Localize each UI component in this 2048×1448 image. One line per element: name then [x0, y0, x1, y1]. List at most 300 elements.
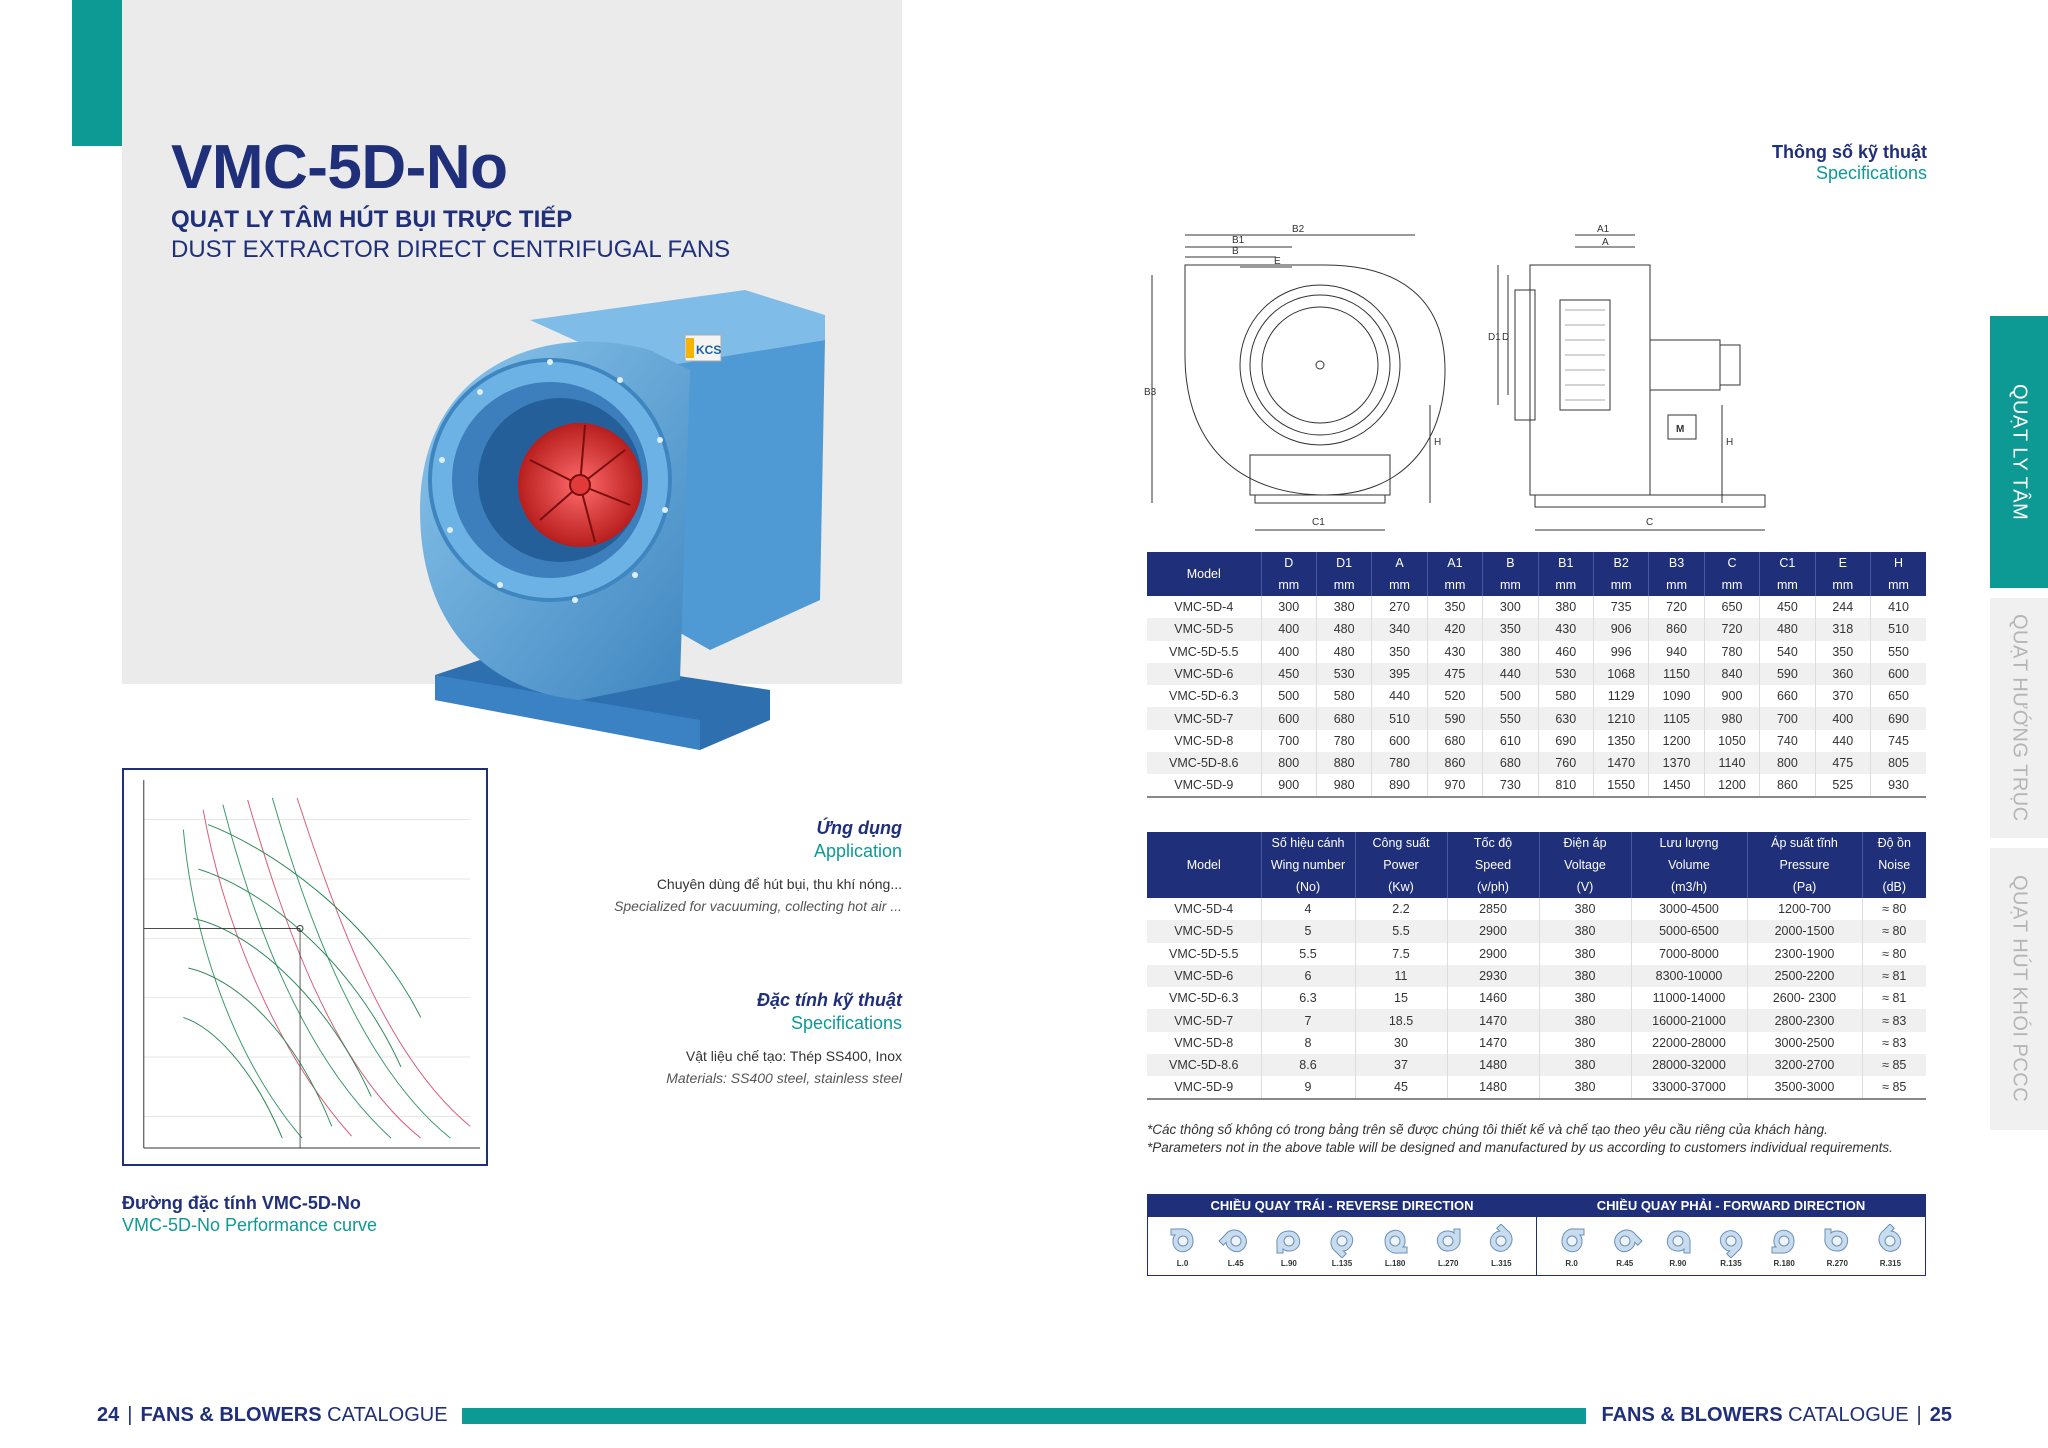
table-cell: 680: [1483, 752, 1538, 774]
fan-direction-icon: [1554, 1224, 1590, 1258]
fan-direction-icon: [1483, 1224, 1519, 1258]
table-cell: VMC-5D-6: [1147, 663, 1261, 685]
table-cell: 2930: [1447, 965, 1539, 987]
table-cell: 350: [1427, 596, 1482, 618]
spec-heading-en: Specifications: [1815, 163, 1927, 183]
characteristics-text-en: Materials: SS400 steel, stainless steel: [666, 1070, 902, 1086]
table-cell: 380: [1539, 987, 1631, 1009]
dim-label-a1: A1: [1597, 224, 1610, 235]
table-cell: 380: [1316, 596, 1371, 618]
header-a1: A1: [1427, 552, 1482, 574]
header-unit: mm: [1815, 574, 1870, 596]
table-cell: 760: [1538, 752, 1593, 774]
model-title: VMC-5D-No: [171, 133, 508, 202]
table-cell: 1105: [1649, 707, 1704, 729]
characteristics-section: [666, 990, 902, 1086]
table-cell: 1210: [1593, 707, 1648, 729]
direction-label: L.45: [1227, 1259, 1244, 1268]
table-cell: 8300-10000: [1631, 965, 1747, 987]
table-cell: 906: [1593, 618, 1648, 640]
application-text-en: Specialized for vacuuming, collecting hot air ...: [614, 898, 902, 914]
table-cell: ≈ 80: [1862, 898, 1926, 920]
table-cell: 460: [1538, 641, 1593, 663]
forward-direction: [1536, 1195, 1925, 1275]
fan-direction-icon: [1660, 1224, 1696, 1258]
table-cell: 380: [1539, 920, 1631, 942]
direction-label: R.45: [1616, 1259, 1634, 1268]
fan-direction-icon: [1377, 1224, 1413, 1258]
table-cell: 2600- 2300: [1747, 987, 1862, 1009]
table-cell: 2850: [1447, 898, 1539, 920]
page-number-right: 25: [1929, 1404, 1952, 1426]
table-cell: ≈ 85: [1862, 1076, 1926, 1098]
table-cell: 380: [1539, 1076, 1631, 1098]
dim-label-b1: B1: [1232, 235, 1245, 246]
header-unit: (m3/h): [1631, 876, 1747, 898]
table-cell: 380: [1539, 943, 1631, 965]
direction-item: [1430, 1224, 1466, 1268]
table-cell: 900: [1261, 774, 1316, 796]
fan-direction-icon: [1819, 1224, 1855, 1258]
table-cell: ≈ 85: [1862, 1054, 1926, 1076]
side-tab-axial[interactable]: [1990, 598, 2048, 838]
table-cell: 940: [1649, 641, 1704, 663]
rotation-direction-box: [1147, 1194, 1926, 1276]
header-c: C: [1704, 552, 1759, 574]
header-unit: (dB): [1862, 876, 1926, 898]
table-cell: 1480: [1447, 1076, 1539, 1098]
table-cell: 11000-14000: [1631, 987, 1747, 1009]
table-cell: 600: [1261, 707, 1316, 729]
table-row: [1147, 898, 1926, 920]
performance-curve-chart: [122, 768, 488, 1166]
header-unit: mm: [1427, 574, 1482, 596]
table-row: [1147, 752, 1926, 774]
direction-label: L.0: [1176, 1259, 1189, 1268]
header-unit: (V): [1539, 876, 1631, 898]
performance-curve-subtitle: VMC-5D-No Performance curve: [122, 1215, 378, 1235]
table-cell: 7.5: [1355, 943, 1447, 965]
fan-direction-icon: [1430, 1224, 1466, 1258]
header-a: A: [1372, 552, 1427, 574]
reverse-direction: [1148, 1195, 1536, 1275]
dim-label-h-side: H: [1726, 437, 1734, 448]
header-model: Model: [1147, 832, 1261, 898]
note-vietnamese: *Các thông số không có trong bảng trên sẽ được chúng tôi thiết kế và chế tạo theo yêu cầu riêng của khách hàng.: [1147, 1122, 1828, 1137]
table-cell: VMC-5D-6.3: [1147, 987, 1261, 1009]
table-row: [1147, 1032, 1926, 1054]
table-cell: 860: [1427, 752, 1482, 774]
direction-item: [1607, 1224, 1643, 1268]
table-cell: 540: [1760, 641, 1815, 663]
table-cell: VMC-5D-9: [1147, 774, 1261, 796]
table-cell: 996: [1593, 641, 1648, 663]
table-cell: 1200-700: [1747, 898, 1862, 920]
fan-direction-icon: [1324, 1224, 1360, 1258]
table-cell: 244: [1815, 596, 1870, 618]
table-cell: 380: [1539, 965, 1631, 987]
header-b2: B2: [1593, 552, 1648, 574]
table-cell: 550: [1483, 707, 1538, 729]
characteristics-subtitle: Specifications: [790, 1013, 902, 1033]
header-label-en: Noise: [1862, 854, 1926, 876]
dimension-table-units: [1147, 574, 1926, 596]
direction-item: [1377, 1224, 1413, 1268]
table-cell: 400: [1261, 618, 1316, 640]
table-cell: 480: [1760, 618, 1815, 640]
table-cell: 580: [1316, 685, 1371, 707]
table-cell: ≈ 81: [1862, 965, 1926, 987]
table-cell: 530: [1316, 663, 1371, 685]
dimension-table-header: [1147, 552, 1926, 574]
table-cell: 580: [1538, 685, 1593, 707]
table-cell: 18.5: [1355, 1009, 1447, 1031]
table-cell: 780: [1704, 641, 1759, 663]
table-cell: 475: [1815, 752, 1870, 774]
table-cell: 4: [1261, 898, 1355, 920]
kcs-label: KCS: [696, 343, 722, 357]
subtitle-vietnamese: QUẠT LY TÂM HÚT BỤI TRỰC TIẾP: [171, 206, 573, 233]
direction-label: R.180: [1773, 1259, 1795, 1268]
side-tab-label: QUẠT HÚT KHÓI PCCC: [2008, 875, 2031, 1103]
side-tab-label: QUẠT LY TÂM: [2008, 383, 2031, 521]
header-e: E: [1815, 552, 1870, 574]
footer-brand: FANS & BLOWERS: [1601, 1404, 1783, 1426]
fan-direction-icon: [1218, 1224, 1254, 1258]
performance-table: [1147, 832, 1926, 1100]
header-b3: B3: [1649, 552, 1704, 574]
table-cell: 1350: [1593, 730, 1648, 752]
header-label-vi: Công suất: [1355, 832, 1447, 854]
table-cell: 270: [1372, 596, 1427, 618]
table-cell: 1200: [1704, 774, 1759, 796]
characteristics-text-vi: Vật liệu chế tạo: Thép SS400, Inox: [685, 1048, 902, 1064]
direction-label: R.315: [1879, 1259, 1902, 1268]
table-cell: 650: [1704, 596, 1759, 618]
table-cell: 380: [1539, 898, 1631, 920]
header-unit: mm: [1372, 574, 1427, 596]
table-cell: 30: [1355, 1032, 1447, 1054]
header-label-en: Pressure: [1747, 854, 1862, 876]
table-cell: 3000-2500: [1747, 1032, 1862, 1054]
spec-heading-vi: Thông số kỹ thuật: [1772, 142, 1927, 162]
fan-direction-icon: [1766, 1224, 1802, 1258]
footer-bar: [462, 1408, 1586, 1424]
table-cell: 740: [1760, 730, 1815, 752]
table-cell: 810: [1538, 774, 1593, 796]
table-cell: VMC-5D-7: [1147, 1009, 1261, 1031]
table-cell: 600: [1372, 730, 1427, 752]
table-cell: 650: [1871, 685, 1927, 707]
header-unit: (No): [1261, 876, 1355, 898]
footer-left: 24 | FANS & BLOWERS CATALOGUE: [97, 1404, 448, 1426]
application-section: [614, 818, 902, 914]
table-cell: 11: [1355, 965, 1447, 987]
table-cell: ≈ 81: [1862, 987, 1926, 1009]
direction-item: [1660, 1224, 1696, 1268]
table-cell: 16000-21000: [1631, 1009, 1747, 1031]
table-cell: 7: [1261, 1009, 1355, 1031]
table-cell: 720: [1704, 618, 1759, 640]
direction-item: [1713, 1224, 1749, 1268]
direction-item: [1872, 1224, 1908, 1268]
table-cell: 380: [1483, 641, 1538, 663]
table-cell: 860: [1760, 774, 1815, 796]
table-cell: 8: [1261, 1032, 1355, 1054]
badge-label: M: [1676, 424, 1685, 435]
direction-item: [1271, 1224, 1307, 1268]
table-cell: 1450: [1649, 774, 1704, 796]
table-cell: 450: [1261, 663, 1316, 685]
dim-label-h: H: [1434, 437, 1442, 448]
table-cell: 360: [1815, 663, 1870, 685]
table-cell: 980: [1316, 774, 1371, 796]
table-cell: VMC-5D-5.5: [1147, 641, 1261, 663]
table-cell: 690: [1871, 707, 1927, 729]
header-label-en: Voltage: [1539, 854, 1631, 876]
reverse-direction-title: CHIỀU QUAY TRÁI - REVERSE DIRECTION: [1148, 1195, 1536, 1217]
footer-right: FANS & BLOWERS CATALOGUE | 25: [1601, 1404, 1952, 1426]
table-cell: 318: [1815, 618, 1870, 640]
application-text-vi: Chuyên dùng để hút bụi, thu khí nóng...: [656, 876, 902, 892]
table-row: [1147, 685, 1926, 707]
header-d1: D1: [1316, 552, 1371, 574]
dim-label-a: A: [1602, 237, 1609, 248]
header-unit: (Kw): [1355, 876, 1447, 898]
table-cell: VMC-5D-5: [1147, 618, 1261, 640]
table-cell: 530: [1538, 663, 1593, 685]
dimension-table: [1147, 552, 1926, 798]
table-cell: VMC-5D-8.6: [1147, 1054, 1261, 1076]
fan-direction-icon: [1872, 1224, 1908, 1258]
table-cell: 1150: [1649, 663, 1704, 685]
header-c1: C1: [1760, 552, 1815, 574]
table-cell: 350: [1815, 641, 1870, 663]
table-cell: ≈ 80: [1862, 920, 1926, 942]
direction-item: [1218, 1224, 1254, 1268]
direction-item: [1819, 1224, 1855, 1268]
fan-direction-icon: [1271, 1224, 1307, 1258]
table-cell: 610: [1483, 730, 1538, 752]
table-cell: 520: [1427, 685, 1482, 707]
table-cell: 680: [1316, 707, 1371, 729]
table-cell: VMC-5D-8: [1147, 1032, 1261, 1054]
table-cell: 450: [1760, 596, 1815, 618]
table-cell: 15: [1355, 987, 1447, 1009]
fan-direction-icon: [1165, 1224, 1201, 1258]
direction-label: L.270: [1438, 1259, 1459, 1268]
table-cell: 880: [1316, 752, 1371, 774]
header-unit: mm: [1593, 574, 1648, 596]
direction-label: L.180: [1384, 1259, 1406, 1268]
table-cell: 745: [1871, 730, 1927, 752]
table-cell: 930: [1871, 774, 1927, 796]
technical-drawing: [1140, 205, 1920, 535]
table-cell: 7000-8000: [1631, 943, 1747, 965]
direction-label: R.0: [1565, 1259, 1578, 1268]
table-cell: 6: [1261, 965, 1355, 987]
table-cell: 340: [1372, 618, 1427, 640]
table-cell: 730: [1483, 774, 1538, 796]
table-cell: 860: [1649, 618, 1704, 640]
fan-direction-icon: [1607, 1224, 1643, 1258]
table-cell: 380: [1539, 1054, 1631, 1076]
footer-catalogue: CATALOGUE: [1788, 1404, 1909, 1426]
table-cell: 395: [1372, 663, 1427, 685]
table-cell: 440: [1372, 685, 1427, 707]
table-cell: 430: [1427, 641, 1482, 663]
table-cell: 590: [1427, 707, 1482, 729]
table-cell: 350: [1372, 641, 1427, 663]
header-unit: mm: [1871, 574, 1927, 596]
subtitle-english: DUST EXTRACTOR DIRECT CENTRIFUGAL FANS: [171, 236, 731, 263]
application-subtitle: Application: [813, 841, 902, 861]
table-cell: 735: [1593, 596, 1648, 618]
dim-label-c1: C1: [1312, 517, 1325, 528]
header-unit: mm: [1760, 574, 1815, 596]
table-cell: 1050: [1704, 730, 1759, 752]
performance-curve-title: Đường đặc tính VMC-5D-No: [122, 1193, 361, 1213]
table-cell: 630: [1538, 707, 1593, 729]
table-cell: 400: [1261, 641, 1316, 663]
direction-label: R.270: [1826, 1259, 1848, 1268]
forward-direction-title: CHIỀU QUAY PHẢI - FORWARD DIRECTION: [1537, 1195, 1925, 1217]
table-cell: 900: [1704, 685, 1759, 707]
table-cell: 980: [1704, 707, 1759, 729]
table-cell: 1460: [1447, 987, 1539, 1009]
table-cell: 510: [1871, 618, 1927, 640]
table-row: [1147, 774, 1926, 796]
table-cell: 380: [1539, 1032, 1631, 1054]
side-tab-label: QUẠT HƯỚNG TRỤC: [2008, 614, 2031, 822]
table-cell: ≈ 83: [1862, 1009, 1926, 1031]
table-cell: 2900: [1447, 943, 1539, 965]
direction-label: R.135: [1720, 1259, 1742, 1268]
page-number-left: 24: [97, 1404, 120, 1426]
header-unit: mm: [1483, 574, 1538, 596]
table-cell: 1470: [1593, 752, 1648, 774]
header-h: H: [1871, 552, 1927, 574]
dim-label-c: C: [1646, 517, 1654, 528]
header-label-en: Speed: [1447, 854, 1539, 876]
table-cell: 1200: [1649, 730, 1704, 752]
table-row: [1147, 965, 1926, 987]
fan-direction-icon: [1713, 1224, 1749, 1258]
table-cell: 430: [1538, 618, 1593, 640]
table-cell: 600: [1871, 663, 1927, 685]
table-cell: 3200-2700: [1747, 1054, 1862, 1076]
table-cell: 805: [1871, 752, 1927, 774]
header-label-vi: Điện áp: [1539, 832, 1631, 854]
header-label-en: Wing number: [1261, 854, 1355, 876]
dim-label-d: D: [1502, 332, 1510, 343]
table-row: [1147, 1076, 1926, 1098]
table-cell: 2300-1900: [1747, 943, 1862, 965]
table-cell: 720: [1649, 596, 1704, 618]
application-title: Ứng dụng: [816, 818, 902, 838]
table-cell: VMC-5D-8.6: [1147, 752, 1261, 774]
teal-corner-tab: [72, 0, 122, 146]
header-unit: mm: [1704, 574, 1759, 596]
header-label-en: Power: [1355, 854, 1447, 876]
direction-label: L.135: [1331, 1259, 1353, 1268]
table-cell: 3000-4500: [1631, 898, 1747, 920]
header-unit: (v/ph): [1447, 876, 1539, 898]
table-cell: 300: [1261, 596, 1316, 618]
table-cell: 5.5: [1355, 920, 1447, 942]
side-tab-centrifugal[interactable]: [1990, 316, 2048, 588]
spec-heading: [1772, 142, 1927, 184]
footer-catalogue: CATALOGUE: [327, 1404, 448, 1426]
dim-label-b: B: [1232, 246, 1239, 257]
table-cell: 380: [1539, 1009, 1631, 1031]
table-cell: VMC-5D-5.5: [1147, 943, 1261, 965]
table-cell: 6.3: [1261, 987, 1355, 1009]
table-cell: 1370: [1649, 752, 1704, 774]
table-cell: 500: [1261, 685, 1316, 707]
table-cell: 37: [1355, 1054, 1447, 1076]
table-cell: 28000-32000: [1631, 1054, 1747, 1076]
side-tab-smoke-exhaust[interactable]: [1990, 848, 2048, 1130]
dim-label-b2: B2: [1292, 224, 1305, 235]
footer-brand: FANS & BLOWERS: [140, 1404, 322, 1426]
dim-label-b3: B3: [1144, 387, 1157, 398]
table-cell: 45: [1355, 1076, 1447, 1098]
table-cell: VMC-5D-9: [1147, 1076, 1261, 1098]
table-cell: 480: [1316, 618, 1371, 640]
table-cell: 420: [1427, 618, 1482, 640]
table-cell: 690: [1538, 730, 1593, 752]
header-b1: B1: [1538, 552, 1593, 574]
table-cell: 22000-28000: [1631, 1032, 1747, 1054]
direction-item: [1766, 1224, 1802, 1268]
table-row: [1147, 1054, 1926, 1076]
direction-label: R.90: [1669, 1259, 1687, 1268]
table-cell: 1129: [1593, 685, 1648, 707]
table-cell: 780: [1316, 730, 1371, 752]
characteristics-title: Đặc tính kỹ thuật: [756, 990, 902, 1010]
header-label-vi: Độ ồn: [1862, 832, 1926, 854]
centrifugal-fan-image: [380, 280, 850, 770]
table-cell: 475: [1427, 663, 1482, 685]
header-label-vi: Số hiệu cánh: [1261, 832, 1355, 854]
header-label-vi: Áp suất tĩnh: [1747, 832, 1862, 854]
table-cell: VMC-5D-4: [1147, 898, 1261, 920]
table-cell: VMC-5D-5: [1147, 920, 1261, 942]
table-cell: 350: [1483, 618, 1538, 640]
table-cell: 400: [1815, 707, 1870, 729]
table-cell: 410: [1871, 596, 1927, 618]
header-label-vi: Lưu lượng: [1631, 832, 1747, 854]
table-cell: 1068: [1593, 663, 1648, 685]
table-cell: ≈ 83: [1862, 1032, 1926, 1054]
table-cell: 370: [1815, 685, 1870, 707]
table-row: [1147, 1009, 1926, 1031]
table-cell: 8.6: [1261, 1054, 1355, 1076]
table-cell: VMC-5D-4: [1147, 596, 1261, 618]
table-cell: 1470: [1447, 1009, 1539, 1031]
table-cell: 440: [1815, 730, 1870, 752]
table-cell: 800: [1760, 752, 1815, 774]
table-cell: 840: [1704, 663, 1759, 685]
table-row: [1147, 730, 1926, 752]
table-cell: 970: [1427, 774, 1482, 796]
table-cell: 480: [1316, 641, 1371, 663]
table-cell: 33000-37000: [1631, 1076, 1747, 1098]
table-cell: 550: [1871, 641, 1927, 663]
table-cell: 2900: [1447, 920, 1539, 942]
table-cell: 3500-3000: [1747, 1076, 1862, 1098]
